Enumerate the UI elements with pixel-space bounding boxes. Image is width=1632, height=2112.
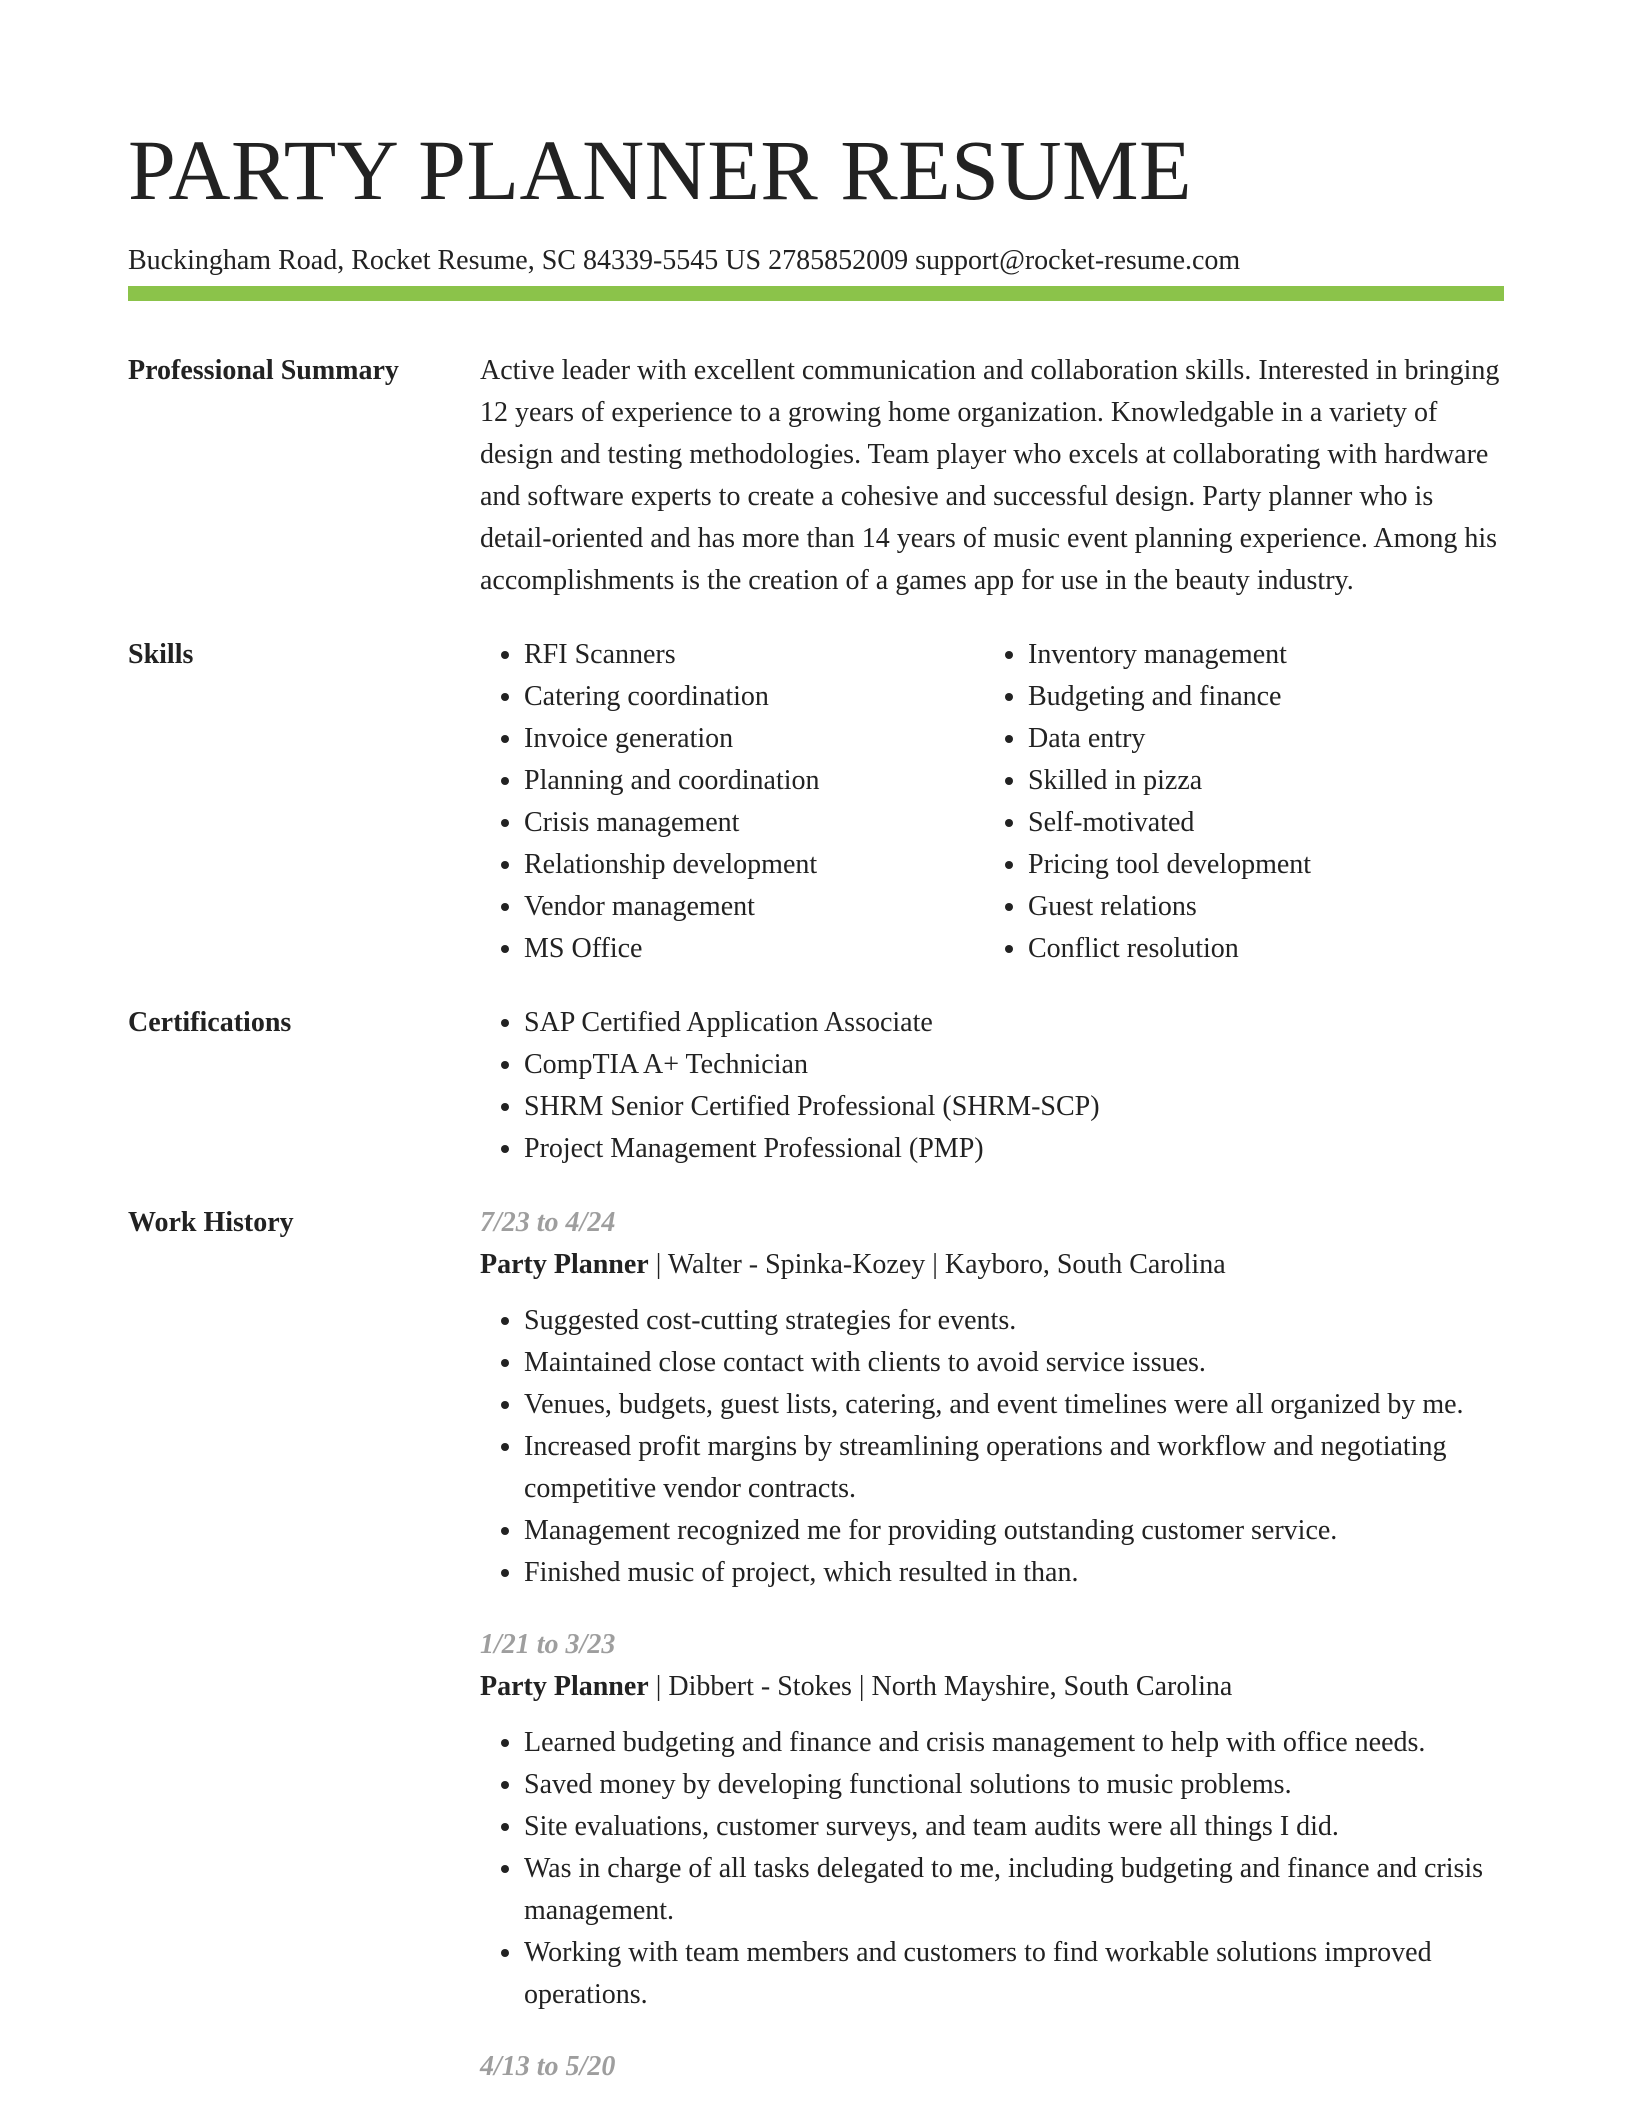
list-item: • Maintained close contact with clients to avoid service issues. bbox=[524, 1342, 1504, 1384]
work-history-section bbox=[128, 1202, 1504, 2112]
resume-sections bbox=[128, 350, 1504, 2112]
list-item: • RFI Scanners bbox=[524, 634, 984, 676]
certifications-body bbox=[480, 1002, 1504, 1170]
list-item: • Self-motivated bbox=[1028, 802, 1548, 844]
job-dates: 1/21 to 3/23 bbox=[480, 1629, 616, 1660]
skills-body bbox=[480, 634, 1504, 970]
work-history-heading: Work History bbox=[128, 1207, 294, 1238]
resume-header bbox=[128, 118, 1504, 278]
job-title: Party Planner bbox=[480, 1249, 649, 1280]
list-item: • SAP Certified Application Associate bbox=[524, 1002, 1504, 1044]
list-item: • Management recognized me for providing outstanding customer service. bbox=[524, 1510, 1504, 1552]
list-item: • Saved money by developing functional solutions to music problems. bbox=[524, 1764, 1504, 1806]
job-details: | Dibbert - Stokes | North Mayshire, South Carolina bbox=[648, 1671, 1233, 1702]
job-title: Party Planner bbox=[480, 1671, 649, 1702]
job-heading bbox=[480, 1666, 1504, 1708]
summary-section bbox=[128, 350, 1504, 602]
list-item: • Venues, budgets, guest lists, catering, and event timelines were all organized by me. bbox=[524, 1384, 1504, 1426]
list-item: • Crisis management bbox=[524, 802, 984, 844]
list-item: • Relationship development bbox=[524, 844, 984, 886]
contact-info: Buckingham Road, Rocket Resume, SC 84339-5545 US 2785852009 support@rocket-resume.com bbox=[128, 245, 1241, 276]
job-bullets bbox=[480, 1722, 1504, 2016]
list-item: • MS Office bbox=[524, 928, 984, 970]
list-item: • Data entry bbox=[1028, 718, 1548, 760]
summary-text: Active leader with excellent communication and collaboration skills. Interested in bringing 12 years of experience to a growing home organization. Knowledgable in a variety of design and testing methodologies. Team player who excels at collaborating with hardware and software experts to create a cohesive and successful design. Party planner who is detail-oriented and has more than 14 years of music event planning experience. Among his accomplishments is the creation of a games app for use in the beauty industry. bbox=[480, 355, 1500, 596]
list-item: • SHRM Senior Certified Professional (SHRM-SCP) bbox=[524, 1086, 1504, 1128]
page-title: PARTY PLANNER RESUME bbox=[128, 122, 1193, 218]
list-item: • Planning and coordination bbox=[524, 760, 984, 802]
list-item: • Inventory management bbox=[1028, 634, 1548, 676]
list-item: • Learned budgeting and finance and crisis management to help with office needs. bbox=[524, 1722, 1504, 1764]
job-entry bbox=[480, 1202, 1504, 1594]
list-item: • Working with team members and customers to find workable solutions improved operations. bbox=[524, 1932, 1504, 2016]
list-item: • Conflict resolution bbox=[1028, 928, 1548, 970]
skills-list-left bbox=[480, 634, 984, 970]
job-bullets bbox=[480, 1300, 1504, 1594]
list-item: • Skilled in pizza bbox=[1028, 760, 1548, 802]
job-dates: 7/23 to 4/24 bbox=[480, 1207, 616, 1238]
certifications-list bbox=[480, 1002, 1504, 1170]
list-item: • Guest relations bbox=[1028, 886, 1548, 928]
list-item: • CompTIA A+ Technician bbox=[524, 1044, 1504, 1086]
list-item: • Project Management Professional (PMP) bbox=[524, 1128, 1504, 1170]
summary-body bbox=[480, 350, 1504, 602]
skills-list-right bbox=[984, 634, 1548, 970]
summary-heading: Professional Summary bbox=[128, 355, 399, 386]
certifications-section bbox=[128, 1002, 1504, 1170]
skills-section bbox=[128, 634, 1504, 970]
list-item: • Was in charge of all tasks delegated to me, including budgeting and finance and crisis management. bbox=[524, 1848, 1504, 1932]
job-entry bbox=[480, 1624, 1504, 2016]
list-item: • Suggested cost-cutting strategies for events. bbox=[524, 1300, 1504, 1342]
job-details: | Walter - Spinka-Kozey | Kayboro, South Carolina bbox=[648, 1249, 1226, 1280]
skills-heading: Skills bbox=[128, 639, 194, 670]
accent-divider bbox=[128, 286, 1504, 301]
certifications-heading: Certifications bbox=[128, 1007, 292, 1038]
list-item: • Catering coordination bbox=[524, 676, 984, 718]
list-item: • Vendor management bbox=[524, 886, 984, 928]
list-item: • Finished music of project, which resulted in than. bbox=[524, 1552, 1504, 1594]
work-history-body bbox=[480, 1202, 1504, 2112]
list-item: • Budgeting and finance bbox=[1028, 676, 1548, 718]
list-item: • Invoice generation bbox=[524, 718, 984, 760]
job-dates: 4/13 to 5/20 bbox=[480, 2051, 616, 2082]
job-heading bbox=[480, 1244, 1504, 1286]
job-entry bbox=[480, 2046, 1504, 2088]
list-item: • Site evaluations, customer surveys, and team audits were all things I did. bbox=[524, 1806, 1504, 1848]
list-item: • Increased profit margins by streamlining operations and workflow and negotiating competitive vendor contracts. bbox=[524, 1426, 1504, 1510]
list-item: • Pricing tool development bbox=[1028, 844, 1548, 886]
